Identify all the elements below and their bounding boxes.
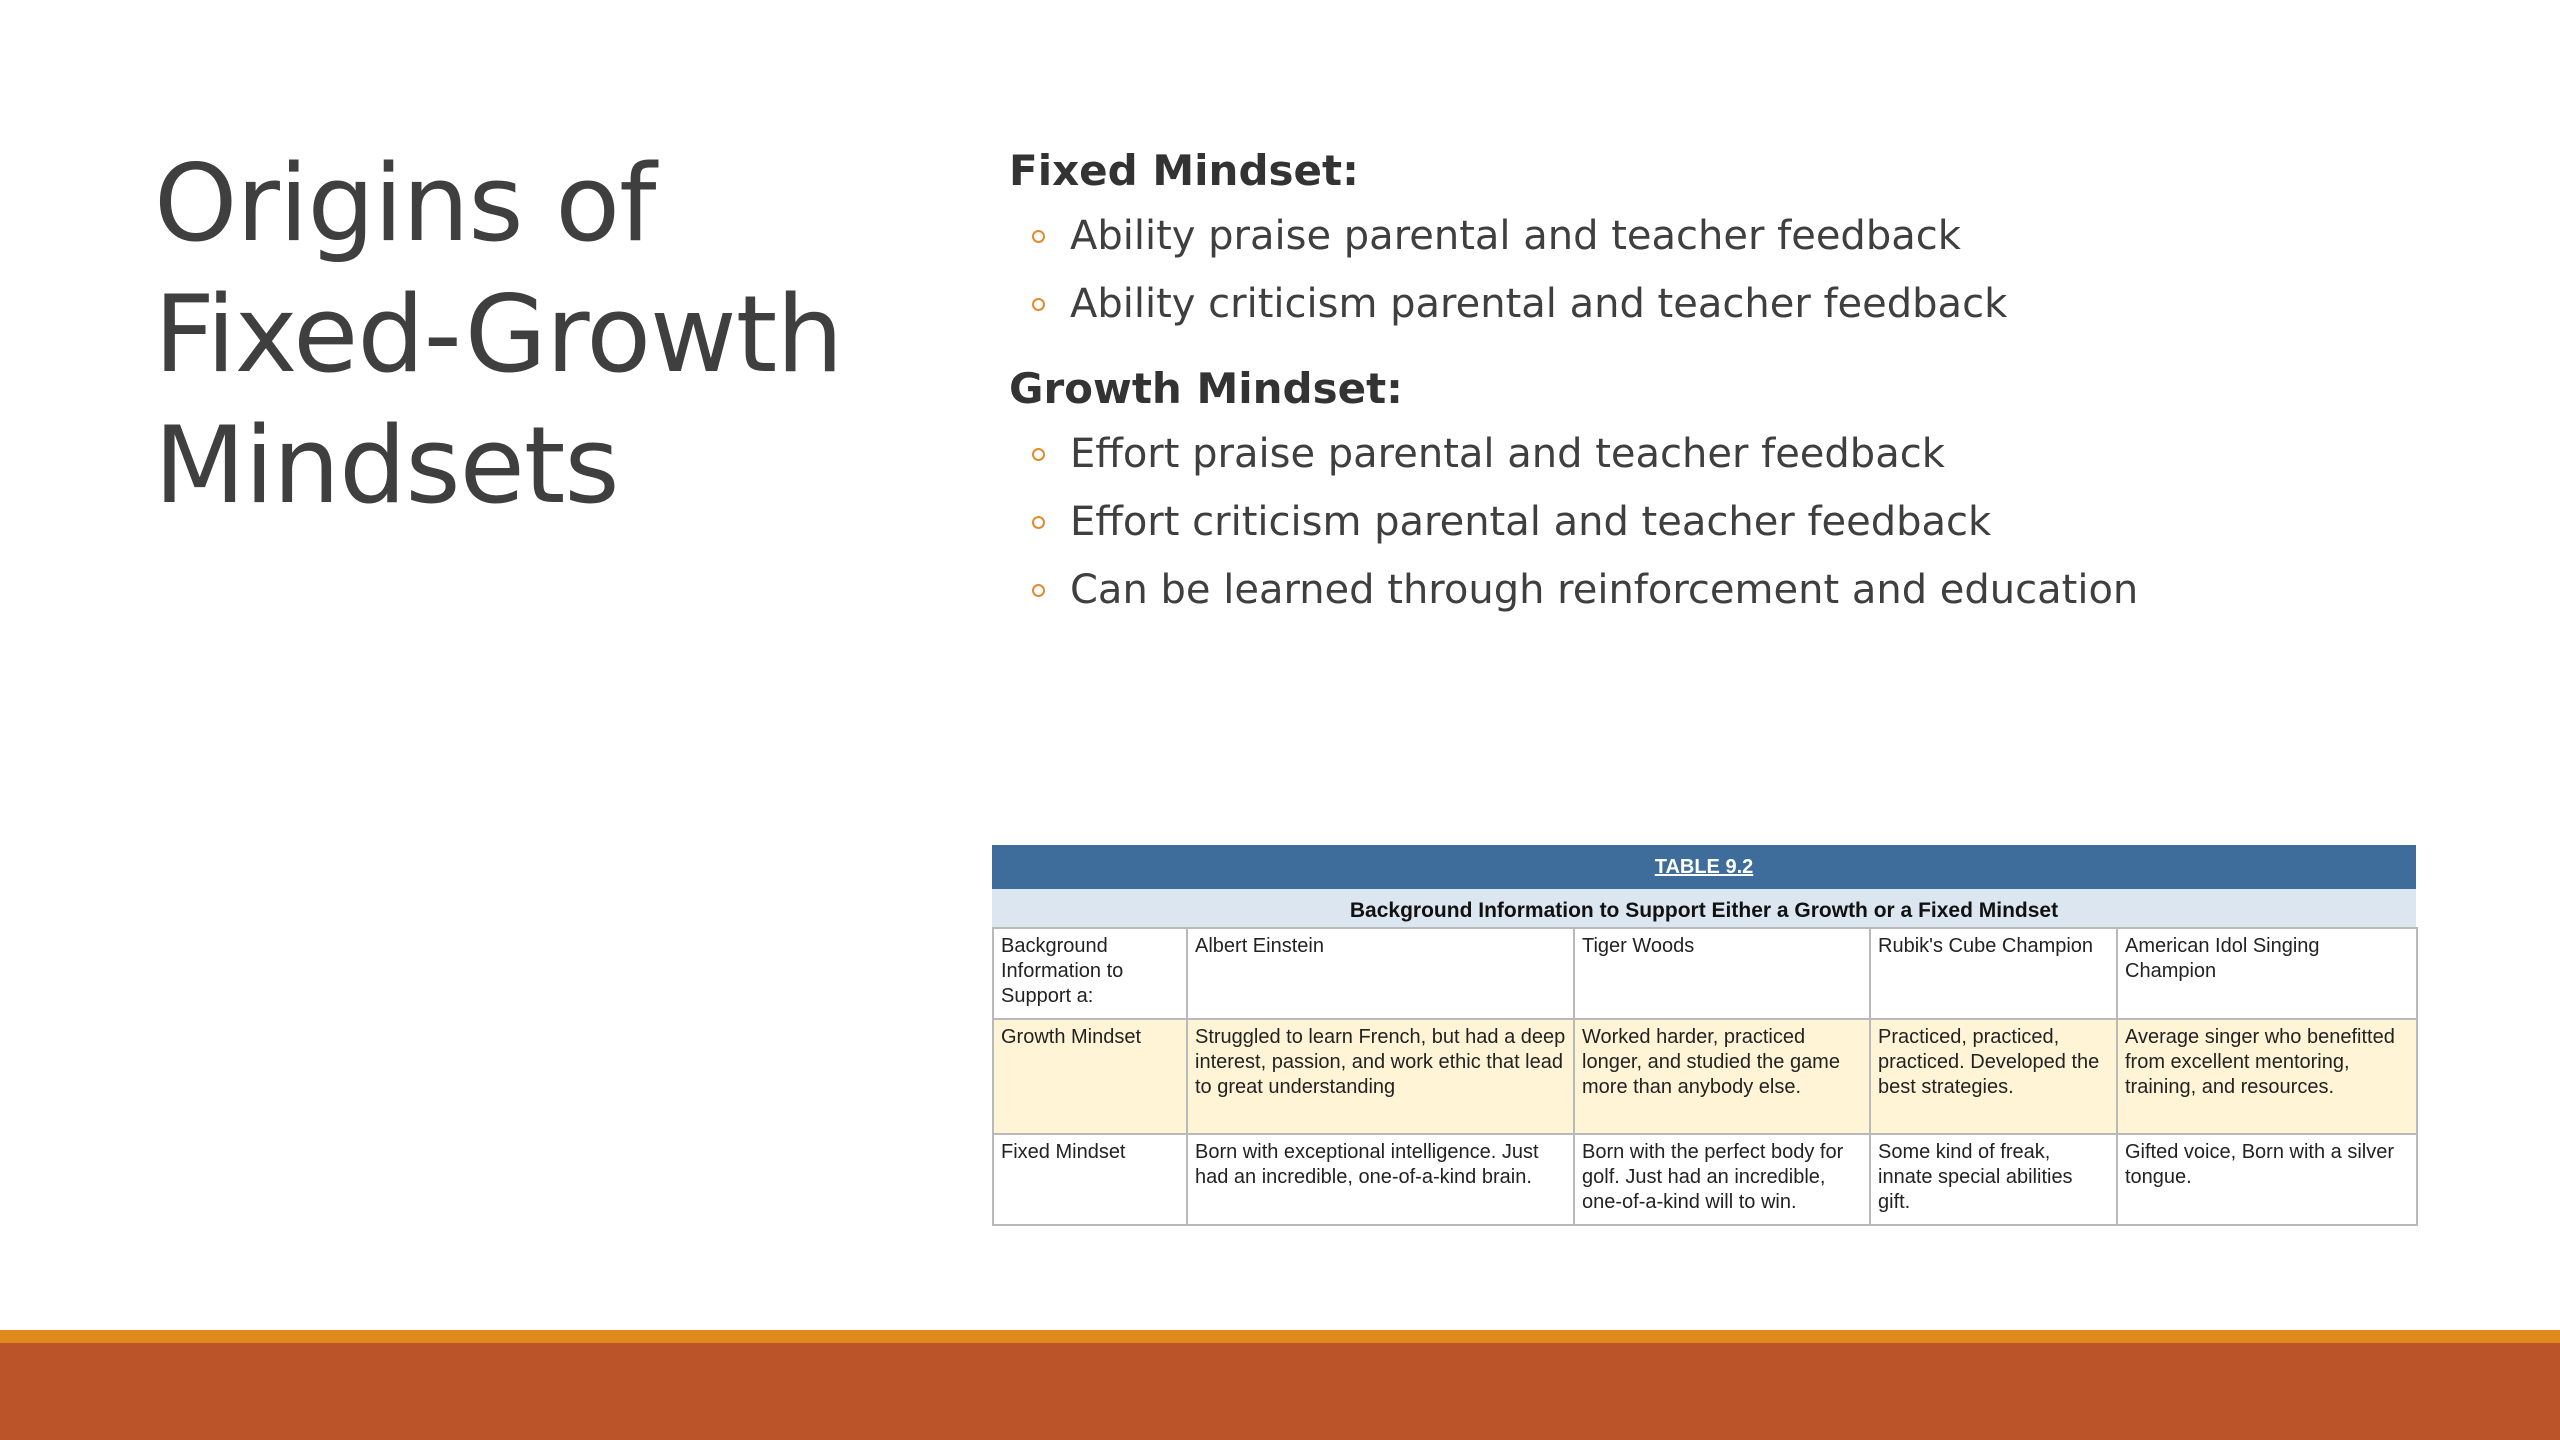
bullet-text: Ability praise parental and teacher feedback — [1070, 213, 1961, 259]
table-cell: Fixed Mindset — [993, 1134, 1187, 1225]
table-cell: Growth Mindset — [993, 1019, 1187, 1134]
bullet-text: Effort criticism parental and teacher feedback — [1070, 499, 1992, 545]
table-caption: Background Information to Support Either a Growth or a Fixed Mindset — [992, 889, 2416, 927]
table-header-row — [993, 928, 2417, 1019]
table-header-cell: Albert Einstein — [1187, 928, 1574, 1019]
circle-bullet-icon — [1032, 230, 1045, 243]
table-cell: Struggled to learn French, but had a deep interest, passion, and work ethic that lead to great understanding — [1187, 1019, 1574, 1134]
table-header-cell: Rubik's Cube Champion — [1870, 928, 2117, 1019]
table-grid — [992, 927, 2418, 1226]
list-item — [1009, 202, 2459, 270]
mindset-table — [992, 845, 2416, 1226]
footer-accent-stripe — [0, 1330, 2560, 1343]
title-line: Mindsets — [154, 404, 619, 527]
table-row — [993, 1019, 2417, 1134]
circle-bullet-icon — [1032, 448, 1045, 461]
table-header-cell: Background Information to Support a: — [993, 928, 1187, 1019]
bullet-text: Ability criticism parental and teacher feedback — [1070, 281, 2008, 327]
list-item — [1009, 556, 2459, 624]
title-line: Origins of — [154, 142, 656, 265]
title-line: Fixed-Growth — [154, 273, 843, 396]
bullet-text: Effort praise parental and teacher feedback — [1070, 431, 1945, 477]
fixed-mindset-heading: Fixed Mindset: — [1009, 146, 1359, 195]
table-label-bar — [992, 845, 2416, 889]
table-cell: Average singer who benefitted from excellent mentoring, training, and resources. — [2117, 1019, 2417, 1134]
table-header-cell: American Idol Singing Champion — [2117, 928, 2417, 1019]
footer-bar — [0, 1343, 2560, 1440]
table-cell: Gifted voice, Born with a silver tongue. — [2117, 1134, 2417, 1225]
growth-mindset-heading: Growth Mindset: — [1009, 364, 1403, 413]
circle-bullet-icon — [1032, 298, 1045, 311]
table-cell: Worked harder, practiced longer, and studied the game more than anybody else. — [1574, 1019, 1870, 1134]
table-cell: Practiced, practiced, practiced. Developed the best strategies. — [1870, 1019, 2117, 1134]
fixed-mindset-list — [1009, 202, 2459, 338]
table-label: TABLE 9.2 — [1654, 856, 1754, 878]
table-cell: Some kind of freak, innate special abilities gift. — [1870, 1134, 2117, 1225]
table-cell: Born with exceptional intelligence. Just had an incredible, one-of-a-kind brain. — [1187, 1134, 1574, 1225]
table-header-cell: Tiger Woods — [1574, 928, 1870, 1019]
table-row — [993, 1134, 2417, 1225]
list-item — [1009, 488, 2459, 556]
bullet-content — [1009, 140, 2459, 644]
slide-title — [154, 138, 954, 531]
list-item — [1009, 420, 2459, 488]
circle-bullet-icon — [1032, 516, 1045, 529]
list-item — [1009, 270, 2459, 338]
circle-bullet-icon — [1032, 584, 1045, 597]
growth-mindset-list — [1009, 420, 2459, 624]
table-cell: Born with the perfect body for golf. Just had an incredible, one-of-a-kind will to win. — [1574, 1134, 1870, 1225]
bullet-text: Can be learned through reinforcement and education — [1070, 567, 2139, 613]
